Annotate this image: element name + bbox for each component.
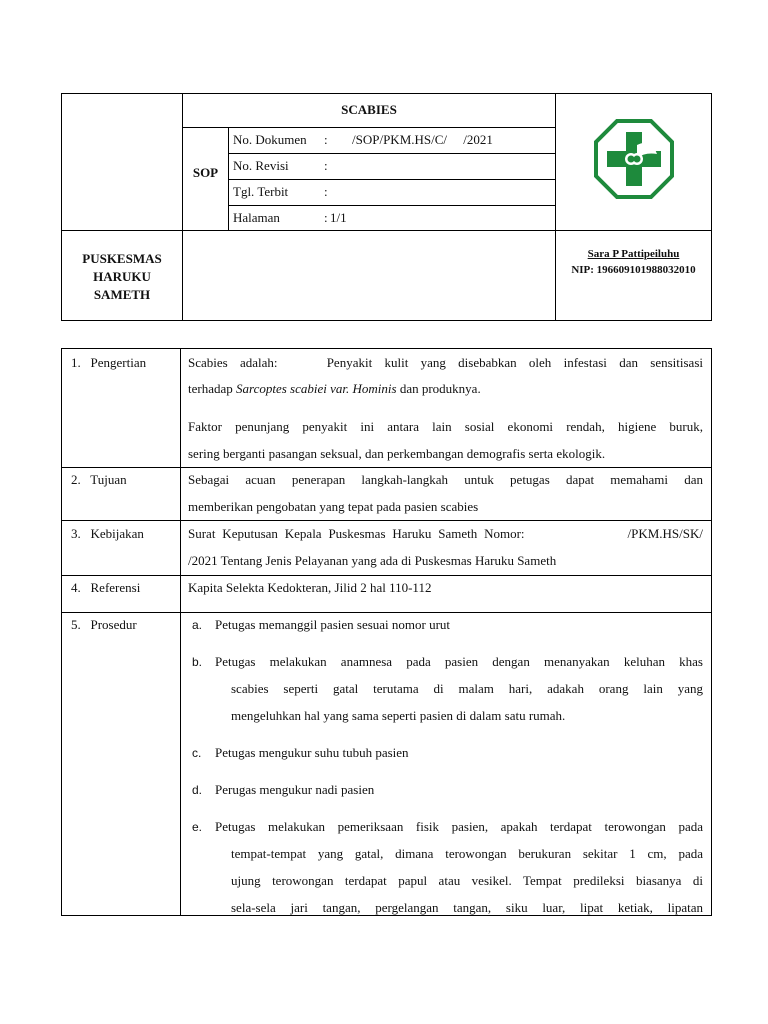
prosedur-line: Petugas melakukan pemeriksaan fisik pasien, apakah terdapat terowongan pada (215, 819, 703, 834)
pengertian-line: Faktor penunjang penyakit ini antara lain sosial ekonomi rendah, higiene buruk, (188, 419, 703, 434)
prosedur-line: Petugas melakukan anamnesa pada pasien dengan menanyakan keluhan khas (215, 654, 703, 669)
pengertian-text: dan produknya. (396, 381, 481, 396)
prosedur-marker: c. (192, 746, 202, 760)
document-title: SCABIES (341, 102, 397, 117)
org-name-line-3: SAMETH (93, 287, 151, 302)
signer-name: Sara P Pattipeiluhu (587, 248, 680, 260)
field-label-no-revisi: No. Revisi (233, 158, 289, 173)
field-label-tgl-terbit: Tgl. Terbit (233, 184, 289, 199)
prosedur-marker: a. (192, 618, 203, 632)
org-name-line-1: PUSKESMAS (82, 251, 162, 266)
kebijakan-line: /2021 Tentang Jenis Pelayanan yang ada di Puskesmas Haruku Sameth (188, 553, 557, 568)
prosedur-line: Petugas memanggil pasien sesuai nomor urut (215, 617, 451, 632)
prosedur-line: sela-sela jari tangan, pergelangan tangan, siku luar, lipat ketiak, lipatan (231, 900, 703, 915)
pengertian-line: Scabies adalah: Penyakit kulit yang disebabkan oleh infestasi dan sensitisasi (188, 355, 703, 370)
section-label-tujuan: 2. Tujuan (71, 472, 127, 487)
tujuan-line: memberikan pengobatan yang tepat pada pasien scabies (188, 499, 479, 514)
pengertian-text: terhadap (188, 381, 237, 396)
section-label-kebijakan: 3. Kebijakan (71, 526, 144, 541)
field-label-halaman: Halaman (233, 210, 280, 225)
section-label-pengertian: 1. Pengertian (71, 355, 147, 370)
prosedur-line: Petugas mengukur suhu tubuh pasien (215, 745, 409, 760)
field-value-halaman: 1/1 (330, 210, 347, 225)
pengertian-line: sering berganti pasangan seksual, dan perkembangan demografis serta ekologik. (188, 446, 606, 461)
section-label-referensi: 4. Referensi (71, 580, 141, 595)
prosedur-line: ujung terowongan terdapat papul atau vesikel. Tempat predileksi biasanya di (231, 873, 703, 888)
prosedur-line: scabies seperti gatal terutama di malam hari, adakah orang lain yang (231, 681, 703, 696)
prosedur-line: tempat-tempat yang gatal, dimana terowongan berukuran sekitar 1 cm, pada (231, 846, 703, 861)
sop-label: SOP (192, 165, 219, 180)
prosedur-marker: e. (192, 820, 203, 834)
field-sep: : (324, 158, 328, 173)
prosedur-line: mengeluhkan hal yang sama seperti pasien di dalam satu rumah. (231, 708, 566, 723)
field-sep: : (324, 184, 328, 199)
field-sep: : (324, 132, 328, 147)
prosedur-marker: b. (192, 655, 203, 669)
field-value-no-dokumen: /SOP/PKM.HS/C/ /2021 (352, 132, 493, 147)
prosedur-line: Perugas mengukur nadi pasien (215, 782, 375, 797)
referensi-line: Kapita Selekta Kedokteran, Jilid 2 hal 110-112 (188, 580, 432, 595)
kebijakan-line: Surat Keputusan Kepala Puskesmas Haruku Sameth Nomor: /PKM.HS/SK/ (188, 526, 703, 541)
field-sep: : (324, 210, 328, 225)
species-name: Sarcoptes scabiei var. Hominis (236, 381, 397, 396)
pengertian-line (188, 381, 481, 397)
puskesmas-cross-logo (593, 118, 675, 200)
tujuan-line: Sebagai acuan penerapan langkah-langkah untuk petugas dapat memahami dan (188, 472, 703, 487)
signer-nip: NIP: 196609101988032010 (571, 264, 696, 276)
prosedur-marker: d. (192, 783, 203, 797)
section-label-prosedur: 5. Prosedur (71, 617, 137, 632)
field-label-no-dokumen: No. Dokumen (233, 132, 307, 147)
org-name-line-2: HARUKU (93, 269, 151, 284)
